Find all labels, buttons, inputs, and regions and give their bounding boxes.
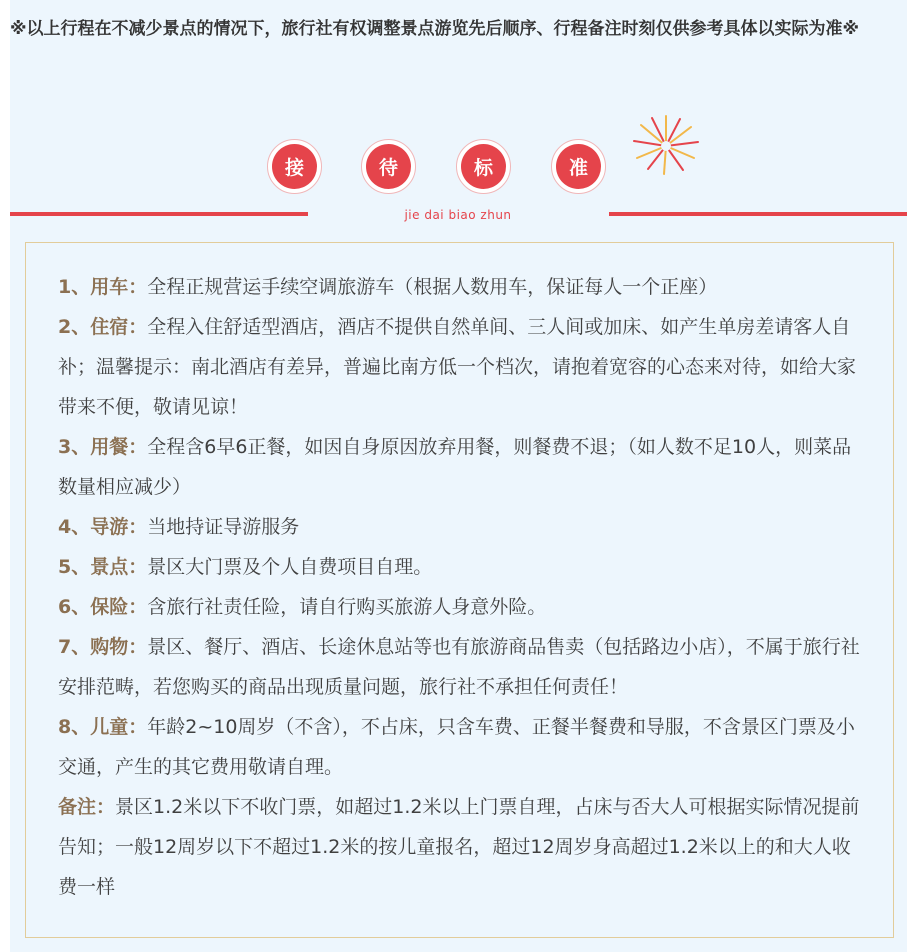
item-text: 全程正规营运手续空调旅游车（根据人数用车，保证每人一个正座） (147, 276, 718, 298)
item-label: 备注： (58, 796, 116, 818)
item-text: 全程入住舒适型酒店，酒店不提供自然单间、三人间或加床、如产生单房差请客人自补；温馨提示：南北酒店有差异，普遍比南方低一个档次，请抱着宽容的心态来对待，如给大家带来不便，敬请见谅！ (58, 316, 857, 418)
item-label: 1、用车： (58, 276, 148, 298)
firework-icon (628, 112, 706, 180)
itinerary-notice: ※以上行程在不减少景点的情况下，旅行社有权调整景点游览先后顺序、行程备注时刻仅供参考具体以实际为准※ (10, 19, 860, 39)
list-item (58, 507, 868, 547)
item-label: 3、用餐： (58, 436, 148, 458)
badge-zhun (551, 139, 606, 194)
badge-jie (267, 139, 322, 194)
badge-zhun-label: 准 (556, 144, 601, 189)
list-item (58, 427, 868, 507)
item-label: 5、景点： (58, 556, 148, 578)
list-item (58, 787, 868, 907)
badge-jie-label: 接 (272, 144, 317, 189)
list-item (58, 307, 868, 427)
item-text: 景区1.2米以下不收门票，如超过1.2米以上门票自理，占床与否大人可根据实际情况提前告知；一般12周岁以下不超过1.2米的按儿童报名，超过12周岁身高超过1.2米以上的和大人收费一样 (58, 796, 860, 898)
badge-dai (361, 139, 416, 194)
list-item (58, 707, 868, 787)
item-text: 景区大门票及个人自费项目自理。 (147, 556, 433, 578)
header-pinyin: jie dai biao zhun (404, 208, 512, 222)
list-item (58, 587, 868, 627)
item-label: 8、儿童： (58, 716, 148, 738)
item-text: 含旅行社责任险，请自行购买旅游人身意外险。 (147, 596, 547, 618)
list-item (58, 267, 868, 307)
item-text: 当地持证导游服务 (147, 516, 300, 538)
item-label: 4、导游： (58, 516, 148, 538)
divider-left (10, 212, 308, 216)
item-label: 2、住宿： (58, 316, 148, 338)
badge-biao (456, 139, 511, 194)
standards-list (58, 267, 868, 907)
badge-biao-label: 标 (461, 144, 506, 189)
divider-right (609, 212, 907, 216)
badge-dai-label: 待 (366, 144, 411, 189)
item-label: 6、保险： (58, 596, 148, 618)
item-label: 7、购物： (58, 636, 148, 658)
item-text: 全程含6早6正餐，如因自身原因放弃用餐，则餐费不退；（如人数不足10人，则菜品数量相应减少） (58, 436, 852, 498)
item-text: 年龄2~10周岁（不含），不占床，只含车费、正餐半餐费和导服，不含景区门票及小交通，产生的其它费用敬请自理。 (58, 716, 855, 778)
list-item (58, 547, 868, 587)
item-text: 景区、餐厅、酒店、长途休息站等也有旅游商品售卖（包括路边小店），不属于旅行社安排范畴，若您购买的商品出现质量问题，旅行社不承担任何责任！ (58, 636, 860, 698)
list-item (58, 627, 868, 707)
